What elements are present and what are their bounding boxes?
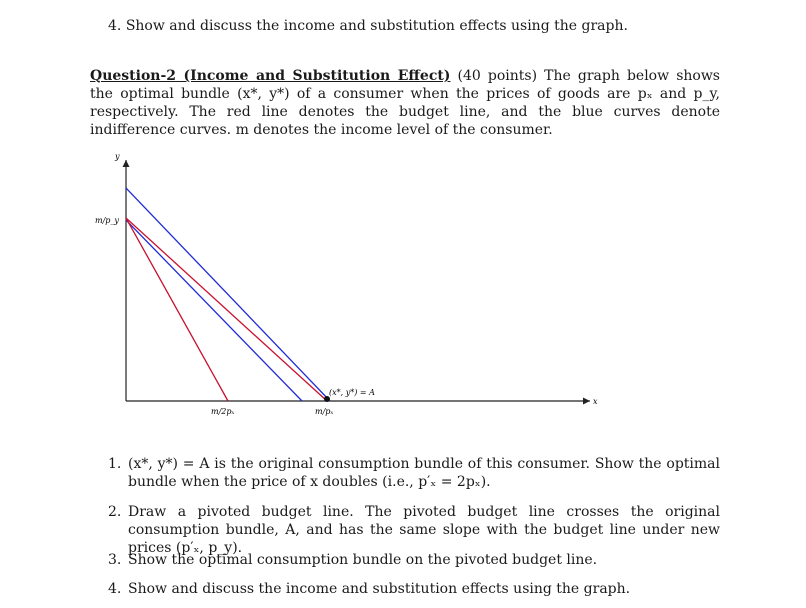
item-text: Show and discuss the income and substitution effects using the graph. xyxy=(128,581,631,597)
question-points: (40 points) xyxy=(457,68,538,84)
top-item-number: 4. xyxy=(108,18,122,34)
top-item-text: Show and discuss the income and substitution effects using the graph. xyxy=(125,18,628,34)
y-axis-label: y xyxy=(115,152,120,161)
item-number: 2. xyxy=(108,504,122,520)
item-number: 4. xyxy=(108,581,122,597)
x-tick-full-label: m/pₓ xyxy=(315,407,334,416)
item-number: 1. xyxy=(108,456,122,472)
point-a-label: (x*, y*) = A xyxy=(329,388,375,397)
indifference-curve-inner xyxy=(126,220,302,401)
list-item xyxy=(108,455,720,491)
budget-line-original xyxy=(126,218,327,401)
list-item xyxy=(108,551,720,569)
item-number: 3. xyxy=(108,552,122,568)
question-body: The graph below shows the optimal bundle (x*, y*) of a consumer when the prices of goods are pₓ and p_y, respectively. The red line denotes the budget line, and the blue curves denote indifference curves. m denotes the income level of the consumer. xyxy=(90,68,720,138)
y-intercept-label: m/p_y xyxy=(95,216,119,225)
question-heading: Question-2 (Income and Substitution Effect) xyxy=(90,68,451,84)
item-text: Draw a pivoted budget line. The pivoted budget line crosses the original consumption bundle, A, and has the same slope with the budget line under new prices (p′ₓ, p_y). xyxy=(128,504,720,556)
indifference-curve-outer xyxy=(126,188,330,401)
x-tick-half-label: m/2pₓ xyxy=(211,407,235,416)
list-item xyxy=(108,503,720,557)
x-axis-label: x xyxy=(593,397,598,406)
list-item xyxy=(108,580,720,598)
item-text: (x*, y*) = A is the original consumption bundle of this consumer. Show the optimal bundle when the price of x doubles (i.e., p′ₓ = 2pₓ). xyxy=(128,456,720,490)
item-text: Show the optimal consumption bundle on the pivoted budget line. xyxy=(128,552,598,568)
